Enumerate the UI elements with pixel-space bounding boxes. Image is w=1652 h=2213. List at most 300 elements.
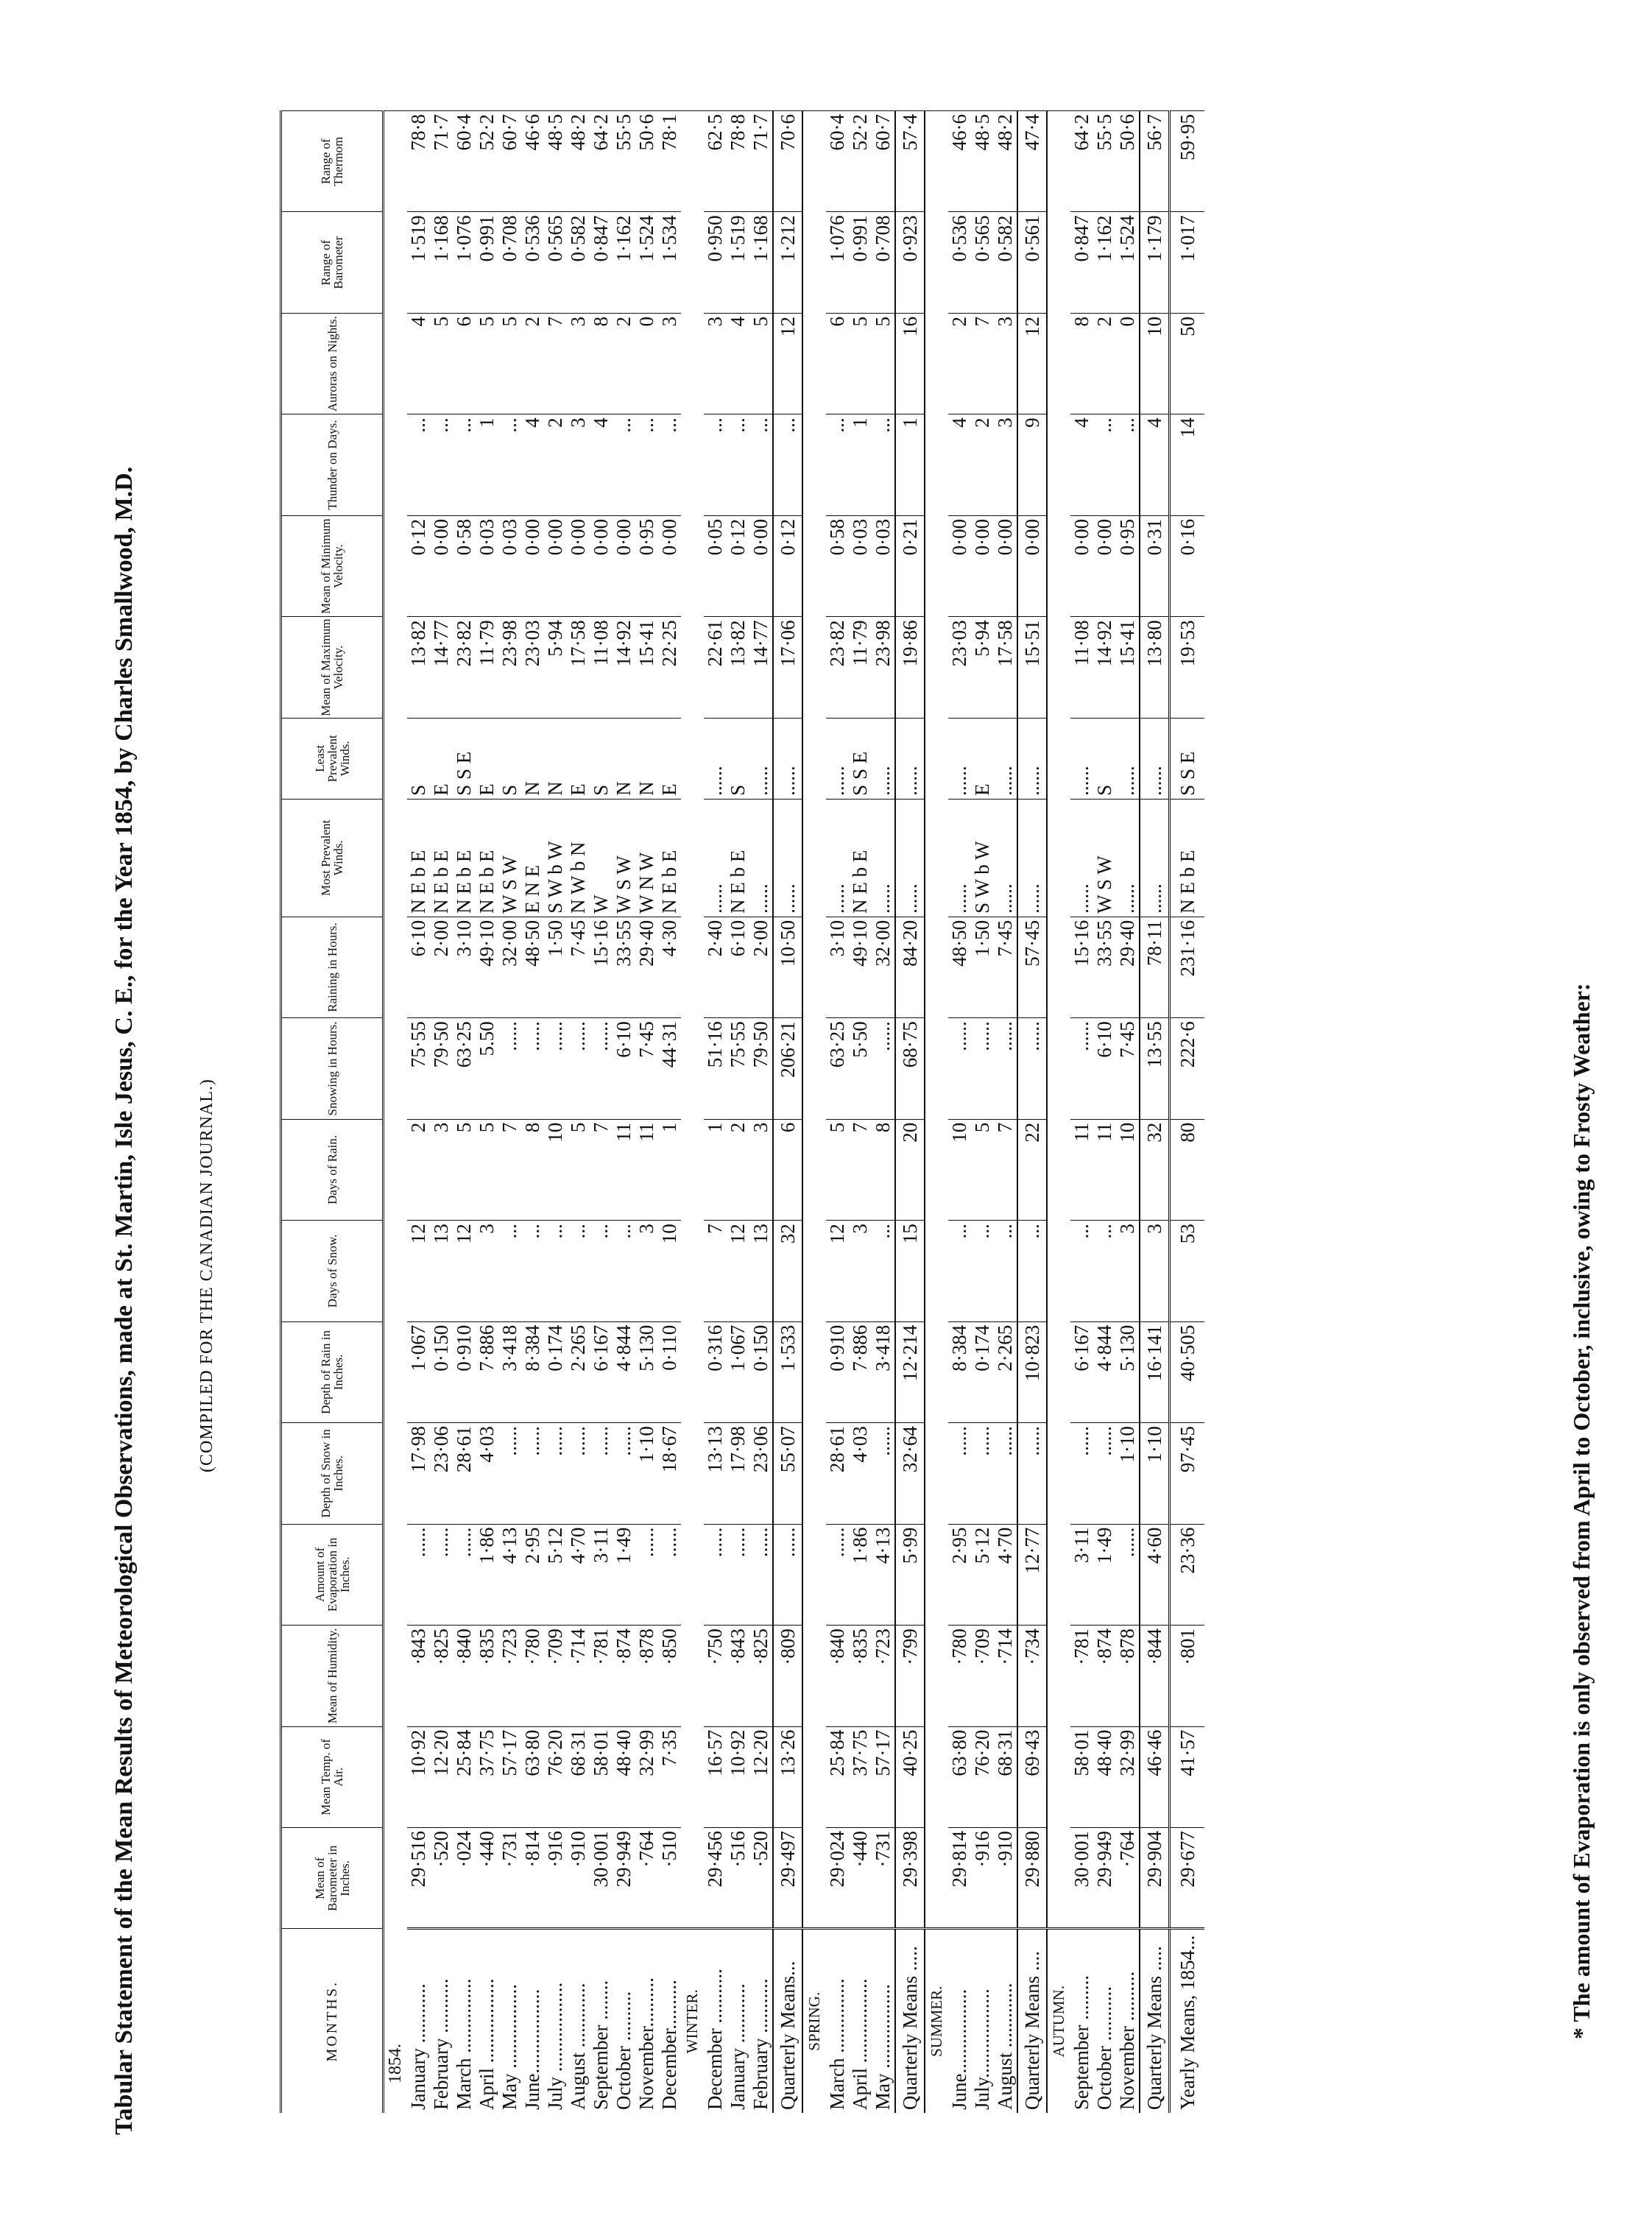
month-row	[658, 111, 681, 2114]
cell-evap: 1·86	[849, 1524, 872, 1625]
cell-hum: ·781	[1070, 1626, 1093, 1726]
cell-rtherm: 78·8	[407, 111, 430, 212]
cell-hum: ·714	[994, 1626, 1017, 1726]
cell-dsnow: ...	[1093, 1221, 1116, 1321]
cell-most: N E b E	[476, 799, 498, 917]
cell-rainh: 33·55	[613, 917, 635, 1017]
cell-rainh: 29·40	[635, 917, 658, 1017]
cell-baro: ·916	[971, 1828, 994, 1929]
cell-minv: 0·00	[521, 515, 544, 616]
meteorological-table	[280, 110, 1204, 2113]
cell-temp: 32·99	[1116, 1726, 1140, 1827]
cell-maxv: 17·58	[567, 617, 590, 718]
cell-baro: ·024	[453, 1828, 476, 1929]
cell-most: S W b W	[544, 799, 567, 917]
cell-aur: 5	[849, 313, 872, 414]
cell-evap: 3·11	[590, 1524, 613, 1625]
cell-maxv: 17·06	[773, 617, 802, 718]
cell-rainh: 57·45	[1017, 917, 1047, 1017]
page-title: Tabular Statement of the Mean Results of Meteorological Observations, made at St. Martin, Isle Jesus, C. E., for the Year 1854, by Charles Smallwood, M.D.	[110, 466, 138, 2135]
month-row	[476, 111, 498, 2114]
cell-least: S S E	[1170, 718, 1205, 799]
cell-snowh: 5·50	[849, 1018, 872, 1119]
cell-snowh: 5.50	[476, 1018, 498, 1119]
cell-snow: ......	[544, 1423, 567, 1524]
cell-rbaro: 0·561	[1017, 212, 1047, 313]
cell-rainh: 6·10	[407, 917, 430, 1017]
cell-drain: 3	[749, 1119, 773, 1220]
cell-temp: 68·31	[994, 1726, 1017, 1827]
cell-maxv: 11·79	[476, 617, 498, 718]
month-row	[498, 111, 521, 2114]
month-row	[521, 111, 544, 2114]
cell-evap: 12·77	[1017, 1524, 1047, 1625]
cell-snow: 97·45	[1170, 1423, 1205, 1524]
cell-aur: 5	[476, 313, 498, 414]
month-row	[613, 111, 635, 2114]
cell-minv: 0·00	[590, 515, 613, 616]
cell-thun: ...	[407, 414, 430, 515]
cell-aur: 4	[407, 313, 430, 414]
cell-thun: ...	[1093, 414, 1116, 515]
cell-rain: 10·823	[1017, 1321, 1047, 1422]
cell-name: July ..................	[544, 1929, 567, 2113]
cell-rbaro: 0·565	[971, 212, 994, 313]
header-evaporation: Amount of Evaporation in Inches.	[281, 1524, 384, 1625]
cell-aur: 12	[773, 313, 802, 414]
month-row	[407, 111, 430, 2114]
cell-baro: 29·677	[1170, 1828, 1205, 1929]
cell-thun: ...	[727, 414, 749, 515]
cell-rbaro: 0·991	[476, 212, 498, 313]
cell-least: ......	[1070, 718, 1093, 799]
cell-hum: ·844	[1140, 1626, 1170, 1726]
cell-least: E	[567, 718, 590, 799]
cell-hum: ·825	[749, 1626, 773, 1726]
cell-rbaro: 1·519	[727, 212, 749, 313]
cell-maxv: 19·53	[1170, 617, 1205, 718]
header-days-rain: Days of Rain.	[281, 1119, 384, 1220]
cell-dsnow: 12	[407, 1221, 430, 1321]
cell-aur: 5	[749, 313, 773, 414]
cell-most: ......	[1116, 799, 1140, 917]
season-heading-row	[802, 111, 826, 2114]
header-least-winds: Least Prevalent Winds.	[281, 718, 384, 799]
cell-maxv: 14·92	[613, 617, 635, 718]
cell-rtherm: 60·4	[826, 111, 849, 212]
cell-least: ......	[704, 718, 727, 799]
cell-rbaro: 1·076	[826, 212, 849, 313]
cell-dsnow: 12	[727, 1221, 749, 1321]
quarterly-means-row	[773, 111, 802, 2114]
season-heading: SPRING.	[802, 1929, 826, 2113]
cell-maxv: 13·80	[1140, 617, 1170, 718]
cell-rain: 1·067	[407, 1321, 430, 1422]
cell-rainh: 1·50	[971, 917, 994, 1017]
cell-dsnow: ...	[590, 1221, 613, 1321]
cell-most: N W b N	[567, 799, 590, 917]
cell-hum: ·781	[590, 1626, 613, 1726]
cell-most: ......	[826, 799, 849, 917]
cell-dsnow: ...	[1017, 1221, 1047, 1321]
cell-snow: ......	[567, 1423, 590, 1524]
cell-rainh: 29·40	[1116, 917, 1140, 1017]
cell-snowh: ......	[498, 1018, 521, 1119]
cell-maxv: 13·82	[727, 617, 749, 718]
cell-snowh: 63·25	[826, 1018, 849, 1119]
cell-rain: 0·910	[826, 1321, 849, 1422]
cell-minv: 0·00	[613, 515, 635, 616]
cell-most: ......	[1017, 799, 1047, 917]
cell-rainh: 49·10	[849, 917, 872, 1017]
cell-evap: 5·12	[971, 1524, 994, 1625]
header-humidity: Mean of Humidity.	[281, 1626, 384, 1726]
cell-snow: ......	[1070, 1423, 1093, 1524]
season-month-row	[971, 111, 994, 2114]
cell-baro: 29·516	[407, 1828, 430, 1929]
cell-drain: 80	[1170, 1119, 1205, 1220]
cell-name: April .................	[849, 1929, 872, 2113]
cell-thun: ...	[704, 414, 727, 515]
cell-drain: 5	[971, 1119, 994, 1220]
cell-temp: 48·40	[613, 1726, 635, 1827]
cell-rbaro: 0·565	[544, 212, 567, 313]
cell-snow: ......	[994, 1423, 1017, 1524]
cell-snow: 18·67	[658, 1423, 681, 1524]
cell-least: S S E	[849, 718, 872, 799]
cell-rain: 0·316	[704, 1321, 727, 1422]
cell-name: October ...........	[1093, 1929, 1116, 2113]
header-rain-depth: Depth of Rain in Inches.	[281, 1321, 384, 1422]
cell-evap: 3·11	[1070, 1524, 1093, 1625]
cell-evap: ......	[773, 1524, 802, 1625]
cell-evap: 1·49	[613, 1524, 635, 1625]
cell-maxv: 5·94	[544, 617, 567, 718]
cell-maxv: 23·82	[826, 617, 849, 718]
cell-snow: 4·03	[476, 1423, 498, 1524]
cell-thun: 1	[849, 414, 872, 515]
cell-snowh: ......	[994, 1018, 1017, 1119]
cell-rainh: 2·00	[430, 917, 453, 1017]
cell-name: January ............	[727, 1929, 749, 2113]
cell-baro: ·440	[849, 1828, 872, 1929]
cell-temp: 25·84	[826, 1726, 849, 1827]
cell-least: ......	[1017, 718, 1047, 799]
cell-rain: 5·130	[1116, 1321, 1140, 1422]
cell-drain: 10	[1116, 1119, 1140, 1220]
cell-temp: 68·31	[567, 1726, 590, 1827]
header-raining-hours: Raining in Hours.	[281, 917, 384, 1017]
cell-rainh: 10·50	[773, 917, 802, 1017]
cell-rainh: 231·16	[1170, 917, 1205, 1017]
cell-snowh: 206·21	[773, 1018, 802, 1119]
cell-maxv: 23·98	[498, 617, 521, 718]
cell-drain: 32	[1140, 1119, 1170, 1220]
month-row	[635, 111, 658, 2114]
cell-evap: ......	[1116, 1524, 1140, 1625]
header-thunder: Thunder on Days.	[281, 414, 384, 515]
cell-dsnow: 3	[1116, 1221, 1140, 1321]
cell-aur: 10	[1140, 313, 1170, 414]
cell-maxv: 11·08	[1070, 617, 1093, 718]
cell-maxv: 15·41	[1116, 617, 1140, 718]
cell-most: N E b E	[453, 799, 476, 917]
cell-rain: 0·910	[453, 1321, 476, 1422]
cell-rain: 40·505	[1170, 1321, 1205, 1422]
cell-name: December ...........	[704, 1929, 727, 2113]
header-max-velocity: Mean of Maximum Velocity.	[281, 617, 384, 718]
cell-snowh: 79·50	[749, 1018, 773, 1119]
cell-rtherm: 71·7	[430, 111, 453, 212]
cell-rbaro: 1·076	[453, 212, 476, 313]
cell-dsnow: ...	[567, 1221, 590, 1321]
cell-thun: 4	[1070, 414, 1093, 515]
cell-least: N	[544, 718, 567, 799]
cell-minv: 0·00	[430, 515, 453, 616]
quarterly-means-row	[1017, 111, 1047, 2114]
cell-drain: 1	[658, 1119, 681, 1220]
cell-rtherm: 57·4	[895, 111, 925, 212]
cell-snow: ......	[590, 1423, 613, 1524]
cell-hum: ·723	[872, 1626, 895, 1726]
cell-snow: 1·10	[635, 1423, 658, 1524]
cell-thun: 4	[1140, 414, 1170, 515]
cell-rbaro: 1·168	[749, 212, 773, 313]
cell-thun: 1	[476, 414, 498, 515]
cell-snow: 4·03	[849, 1423, 872, 1524]
cell-maxv: 23·98	[872, 617, 895, 718]
cell-evap: 1·49	[1093, 1524, 1116, 1625]
cell-temp: 57·17	[498, 1726, 521, 1827]
season-heading: AUTUMN.	[1047, 1929, 1070, 2113]
cell-snowh: ......	[567, 1018, 590, 1119]
cell-minv: 0·05	[704, 515, 727, 616]
cell-temp: 63·80	[948, 1726, 971, 1827]
cell-hum: ·835	[849, 1626, 872, 1726]
cell-minv: 0·12	[773, 515, 802, 616]
cell-dsnow: ...	[498, 1221, 521, 1321]
cell-rainh: 3·10	[826, 917, 849, 1017]
cell-snowh: 63·25	[453, 1018, 476, 1119]
cell-aur: 8	[590, 313, 613, 414]
cell-name: June.................	[521, 1929, 544, 2113]
cell-minv: 0·00	[1017, 515, 1047, 616]
cell-snow: 17·98	[407, 1423, 430, 1524]
header-aurora: Auroras on Nights.	[281, 313, 384, 414]
cell-rbaro: 0·536	[521, 212, 544, 313]
header-snowing-hours: Snowing in Hours.	[281, 1018, 384, 1119]
cell-aur: 4	[727, 313, 749, 414]
cell-name: January ............	[407, 1929, 430, 2113]
cell-minv: 0·16	[1170, 515, 1205, 616]
cell-baro: ·916	[544, 1828, 567, 1929]
cell-most: N E b E	[658, 799, 681, 917]
cell-snowh: ......	[1070, 1018, 1093, 1119]
cell-snowh: ......	[521, 1018, 544, 1119]
cell-aur: 3	[994, 313, 1017, 414]
cell-most: E N E	[521, 799, 544, 917]
cell-least: E	[476, 718, 498, 799]
cell-drain: 8	[872, 1119, 895, 1220]
cell-rbaro: 0·847	[590, 212, 613, 313]
cell-thun: ...	[635, 414, 658, 515]
cell-drain: 11	[635, 1119, 658, 1220]
cell-rtherm: 59·95	[1170, 111, 1205, 212]
cell-temp: 57·17	[872, 1726, 895, 1827]
cell-aur: 3	[658, 313, 681, 414]
cell-temp: 12·20	[749, 1726, 773, 1827]
cell-rbaro: 0·923	[895, 212, 925, 313]
cell-hum: ·750	[704, 1626, 727, 1726]
cell-minv: 0·58	[826, 515, 849, 616]
cell-aur: 0	[635, 313, 658, 414]
cell-dsnow: 12	[453, 1221, 476, 1321]
cell-snow: 13·13	[704, 1423, 727, 1524]
cell-rbaro: 1·179	[1140, 212, 1170, 313]
cell-maxv: 14·77	[749, 617, 773, 718]
cell-baro: 30·001	[1070, 1828, 1093, 1929]
cell-dsnow: 13	[749, 1221, 773, 1321]
season-month-row	[1070, 111, 1093, 2114]
cell-snow: ......	[948, 1423, 971, 1524]
cell-aur: 7	[544, 313, 567, 414]
cell-evap: ......	[749, 1524, 773, 1625]
cell-aur: 5	[498, 313, 521, 414]
cell-minv: 0·03	[498, 515, 521, 616]
cell-rbaro: 1·534	[658, 212, 681, 313]
cell-rain: 0·174	[971, 1321, 994, 1422]
cell-hum: ·874	[1093, 1626, 1116, 1726]
cell-drain: 5	[453, 1119, 476, 1220]
cell-rainh: 32·00	[498, 917, 521, 1017]
cell-thun: ...	[773, 414, 802, 515]
cell-snow: ......	[498, 1423, 521, 1524]
season-month-row	[704, 111, 727, 2114]
cell-least: E	[971, 718, 994, 799]
cell-maxv: 22·25	[658, 617, 681, 718]
cell-minv: 0·00	[994, 515, 1017, 616]
cell-rainh: 49·10	[476, 917, 498, 1017]
cell-baro: 29·814	[948, 1828, 971, 1929]
cell-thun: ...	[453, 414, 476, 515]
cell-snowh: 75·55	[407, 1018, 430, 1119]
cell-thun: ...	[613, 414, 635, 515]
cell-rtherm: 48·5	[971, 111, 994, 212]
cell-rbaro: 0·708	[498, 212, 521, 313]
cell-thun: 14	[1170, 414, 1205, 515]
cell-rtherm: 50·6	[1116, 111, 1140, 212]
cell-name: May .................	[872, 1929, 895, 2113]
cell-evap: 2·95	[948, 1524, 971, 1625]
cell-dsnow: 15	[895, 1221, 925, 1321]
cell-minv: 0·12	[407, 515, 430, 616]
cell-snow: ......	[521, 1423, 544, 1524]
cell-rain: 4·844	[1093, 1321, 1116, 1422]
cell-snowh: 51·16	[704, 1018, 727, 1119]
yearly-means-row	[1170, 111, 1205, 2114]
cell-temp: 32·99	[635, 1726, 658, 1827]
cell-least: ......	[994, 718, 1017, 799]
cell-baro: 29·949	[613, 1828, 635, 1929]
cell-least: S	[590, 718, 613, 799]
cell-rbaro: 0·950	[704, 212, 727, 313]
cell-temp: 25·84	[453, 1726, 476, 1827]
cell-rain: 4·844	[613, 1321, 635, 1422]
cell-rain: 2·265	[994, 1321, 1017, 1422]
cell-temp: 58·01	[1070, 1726, 1093, 1827]
cell-maxv: 15·51	[1017, 617, 1047, 718]
cell-baro: 29·904	[1140, 1828, 1170, 1929]
season-month-row	[727, 111, 749, 2114]
cell-temp: 10·92	[407, 1726, 430, 1827]
cell-most: W S W	[498, 799, 521, 917]
cell-rbaro: 0·536	[948, 212, 971, 313]
cell-drain: 20	[895, 1119, 925, 1220]
header-most-winds: Most Prevalent Winds.	[281, 799, 384, 917]
cell-hum: ·878	[1116, 1626, 1140, 1726]
cell-rainh: 2·40	[704, 917, 727, 1017]
cell-rainh: 7·45	[567, 917, 590, 1017]
cell-temp: 76·20	[544, 1726, 567, 1827]
cell-temp: 7·35	[658, 1726, 681, 1827]
cell-most: W S W	[1093, 799, 1116, 917]
cell-evap: 4·13	[872, 1524, 895, 1625]
cell-rtherm: 64·2	[1070, 111, 1093, 212]
header-range-barometer: Range of Barometer	[281, 212, 384, 313]
cell-aur: 2	[613, 313, 635, 414]
cell-aur: 6	[826, 313, 849, 414]
cell-maxv: 5·94	[971, 617, 994, 718]
cell-most: S W b W	[971, 799, 994, 917]
cell-maxv: 13·82	[407, 617, 430, 718]
cell-temp: 58·01	[590, 1726, 613, 1827]
cell-temp: 37·75	[849, 1726, 872, 1827]
cell-aur: 6	[453, 313, 476, 414]
cell-baro: ·814	[521, 1828, 544, 1929]
cell-snowh: 75·55	[727, 1018, 749, 1119]
cell-snow: ......	[971, 1423, 994, 1524]
cell-rainh: 78·11	[1140, 917, 1170, 1017]
cell-dsnow: 7	[704, 1221, 727, 1321]
cell-temp: 41·57	[1170, 1726, 1205, 1827]
cell-name: September .........	[1070, 1929, 1093, 2113]
cell-rtherm: 78·1	[658, 111, 681, 212]
cell-rain: 12·214	[895, 1321, 925, 1422]
cell-most: ......	[773, 799, 802, 917]
cell-name: May .................	[498, 1929, 521, 2113]
cell-thun: 4	[521, 414, 544, 515]
cell-maxv: 17·58	[994, 617, 1017, 718]
cell-rtherm: 50·6	[635, 111, 658, 212]
cell-least: S	[407, 718, 430, 799]
quarterly-means-row	[1140, 111, 1170, 2114]
cell-snow: 23·06	[749, 1423, 773, 1524]
cell-most: ......	[1070, 799, 1093, 917]
cell-drain: 10	[948, 1119, 971, 1220]
cell-baro: ·440	[476, 1828, 498, 1929]
cell-evap: ......	[658, 1524, 681, 1625]
cell-rtherm: 52·2	[476, 111, 498, 212]
cell-evap: ......	[407, 1524, 430, 1625]
cell-hum: ·709	[544, 1626, 567, 1726]
cell-dsnow: 3	[476, 1221, 498, 1321]
cell-hum: ·780	[521, 1626, 544, 1726]
cell-snowh: 7·45	[635, 1018, 658, 1119]
cell-rbaro: 1·524	[1116, 212, 1140, 313]
cell-most: W S W	[613, 799, 635, 917]
cell-hum: ·734	[1017, 1626, 1047, 1726]
cell-rain: 6·167	[1070, 1321, 1093, 1422]
